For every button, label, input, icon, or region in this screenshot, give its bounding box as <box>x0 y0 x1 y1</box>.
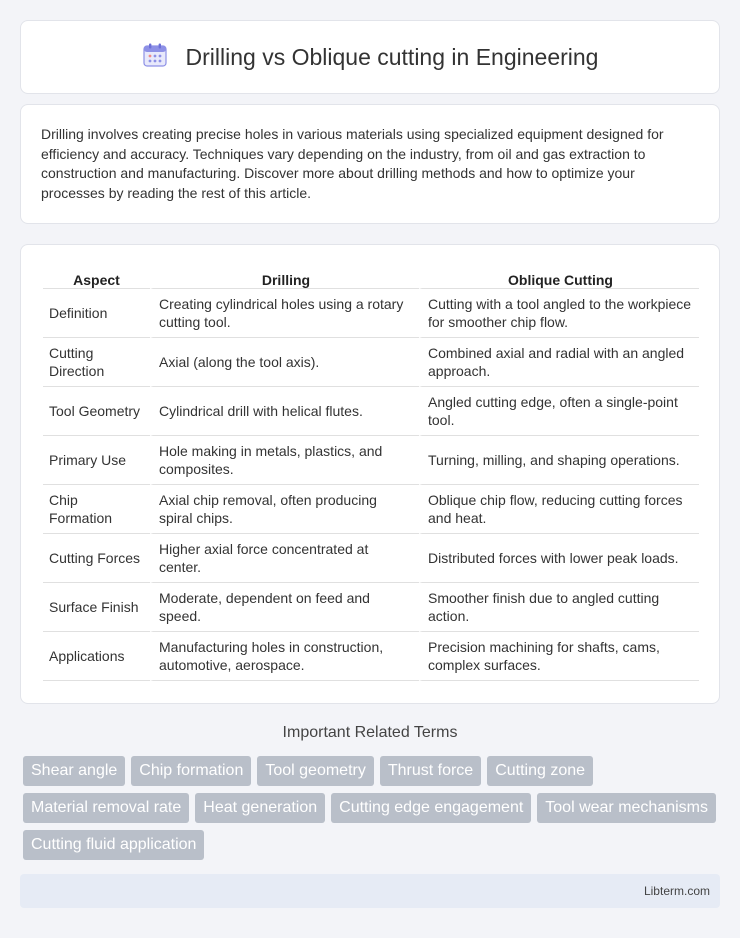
term-tag[interactable]: Shear angle <box>23 756 125 786</box>
term-tag[interactable]: Chip formation <box>131 756 251 786</box>
oblique-cutting-cell: Smoother finish due to angled cutting action. <box>419 583 699 632</box>
drilling-cell: Moderate, dependent on feed and speed. <box>150 583 419 632</box>
term-tag[interactable]: Cutting fluid application <box>23 830 204 860</box>
row-aspect: Chip Formation <box>43 485 150 534</box>
drilling-cell: Axial chip removal, often producing spiral chips. <box>150 485 419 534</box>
table-row <box>43 387 699 436</box>
row-aspect: Surface Finish <box>43 583 150 632</box>
title-wrap <box>142 42 599 73</box>
term-tag[interactable]: Tool geometry <box>257 756 374 786</box>
table-row <box>43 338 699 387</box>
oblique-cutting-cell: Distributed forces with lower peak loads. <box>419 534 699 583</box>
header-card <box>20 20 720 94</box>
oblique-cutting-cell: Cutting with a tool angled to the workpiece for smoother chip flow. <box>419 289 699 338</box>
drilling-cell: Axial (along the tool axis). <box>150 338 419 387</box>
drilling-cell: Hole making in metals, plastics, and composites. <box>150 436 419 485</box>
intro-text: Drilling involves creating precise holes in various materials using specialized equipment designed for efficiency and accuracy. Techniques vary depending on the industry, from oil and gas extraction to construction and manufacturing. Discover more about drilling methods and how to optimize your processes by reading the rest of this article. <box>41 126 664 201</box>
oblique-cutting-cell: Oblique chip flow, reducing cutting forces and heat. <box>419 485 699 534</box>
term-tag[interactable]: Cutting zone <box>487 756 593 786</box>
table-row <box>43 436 699 485</box>
related-terms-title: Important Related Terms <box>282 724 458 741</box>
drilling-cell: Creating cylindrical holes using a rotary cutting tool. <box>150 289 419 338</box>
row-aspect: Tool Geometry <box>43 387 150 436</box>
comparison-table <box>43 265 699 681</box>
table-row <box>43 485 699 534</box>
row-aspect: Applications <box>43 632 150 681</box>
table-header-row <box>43 265 699 289</box>
comparison-table-card <box>20 244 720 704</box>
row-aspect: Cutting Direction <box>43 338 150 387</box>
footer <box>20 874 720 908</box>
page-title: Drilling vs Oblique cutting in Engineering <box>185 43 599 70</box>
row-aspect: Definition <box>43 289 150 338</box>
term-tag[interactable]: Heat generation <box>195 793 325 823</box>
calendar-icon <box>142 42 168 73</box>
footer-site-link[interactable]: Libterm.com <box>643 884 710 898</box>
table-row <box>43 534 699 583</box>
column-header-oblique-cutting: Oblique Cutting <box>419 265 699 289</box>
related-terms-list <box>23 756 723 860</box>
table-row <box>43 583 699 632</box>
oblique-cutting-cell: Combined axial and radial with an angled approach. <box>419 338 699 387</box>
oblique-cutting-cell: Precision machining for shafts, cams, complex surfaces. <box>419 632 699 681</box>
oblique-cutting-cell: Angled cutting edge, often a single-point tool. <box>419 387 699 436</box>
term-tag[interactable]: Thrust force <box>380 756 481 786</box>
term-tag[interactable]: Tool wear mechanisms <box>537 793 716 823</box>
term-tag[interactable]: Cutting edge engagement <box>331 793 531 823</box>
row-aspect: Cutting Forces <box>43 534 150 583</box>
drilling-cell: Manufacturing holes in construction, automotive, aerospace. <box>150 632 419 681</box>
table-row <box>43 289 699 338</box>
drilling-cell: Cylindrical drill with helical flutes. <box>150 387 419 436</box>
oblique-cutting-cell: Turning, milling, and shaping operations. <box>419 436 699 485</box>
column-header-aspect: Aspect <box>43 265 150 289</box>
table-row <box>43 632 699 681</box>
intro-card <box>20 104 720 224</box>
row-aspect: Primary Use <box>43 436 150 485</box>
drilling-cell: Higher axial force concentrated at center. <box>150 534 419 583</box>
term-tag[interactable]: Material removal rate <box>23 793 189 823</box>
column-header-drilling: Drilling <box>150 265 419 289</box>
